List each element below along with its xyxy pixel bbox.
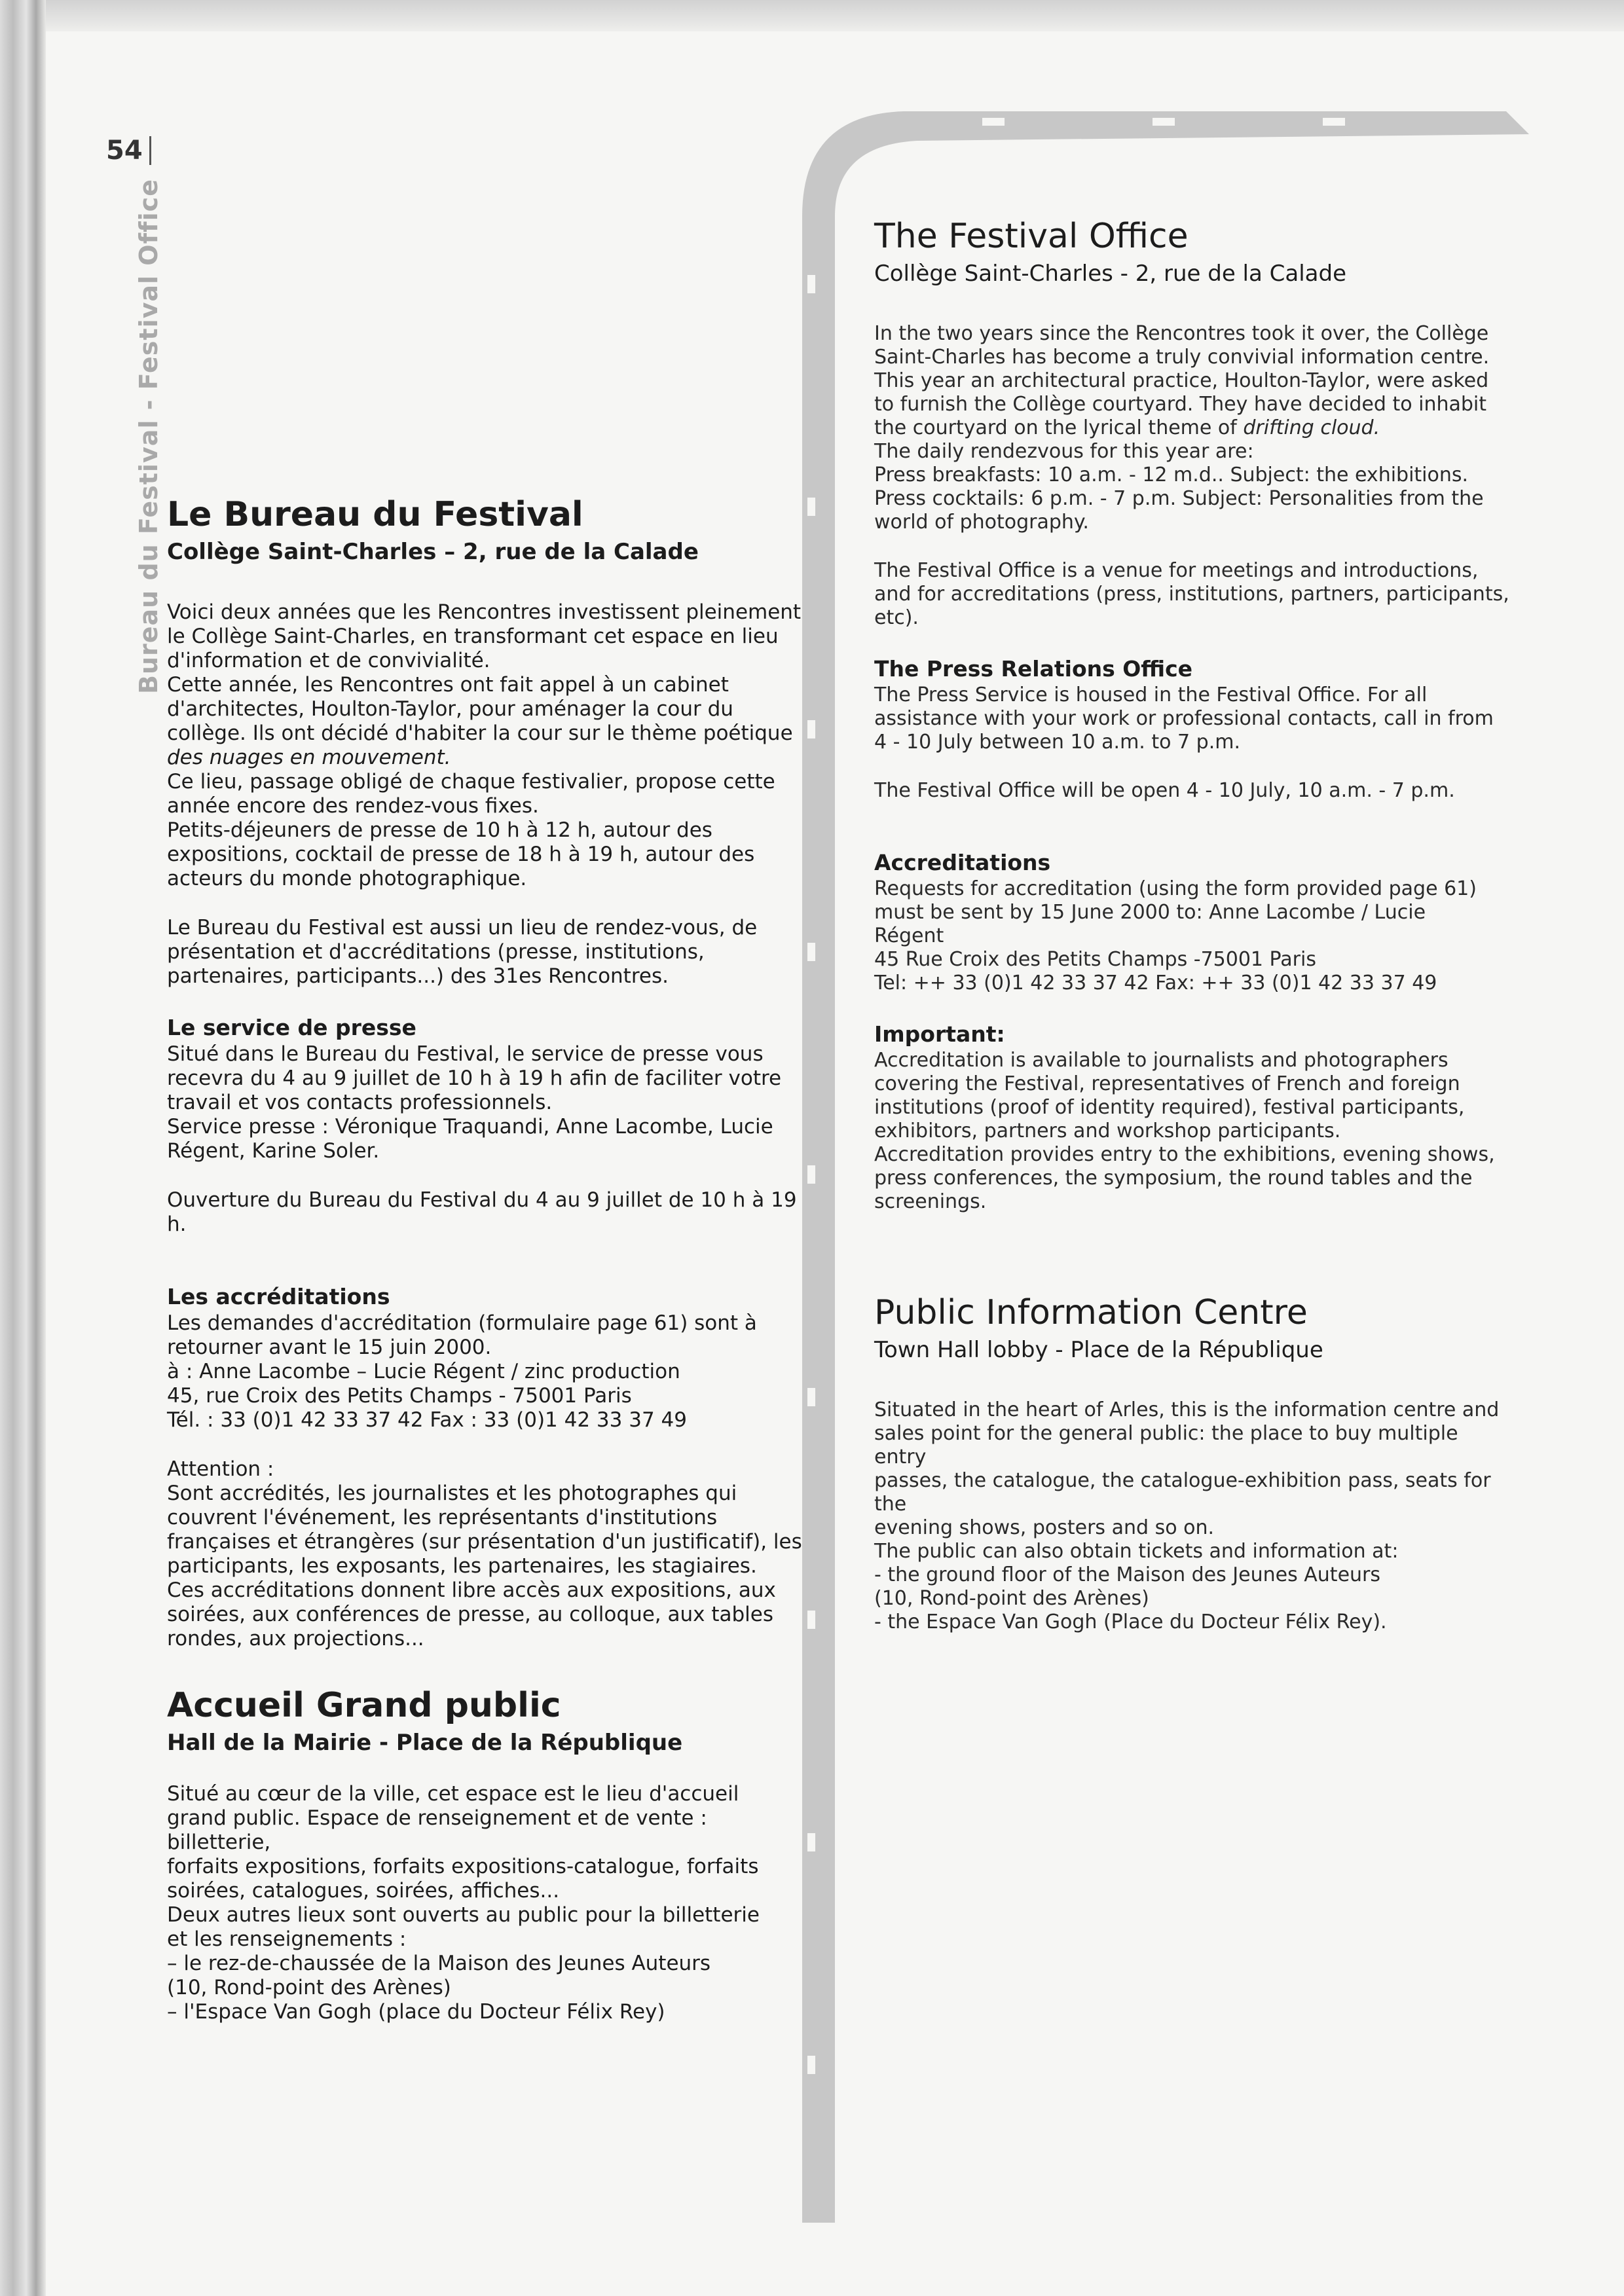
presse-title: Le service de presse: [167, 1015, 416, 1040]
attention-title: Attention :: [167, 1457, 274, 1481]
accueil-title: Accueil Grand public: [167, 1686, 561, 1725]
press-office-body: The Press Service is housed in the Festival Office. For all assistance with your work or professional contacts, call in from 4 - 10 July between 10 a.m. to 7 p.m.: [874, 683, 1494, 754]
public-info-subtitle: Town Hall lobby - Place de la République: [874, 1337, 1323, 1363]
press-office-title: The Press Relations Office: [874, 656, 1193, 682]
bureau-subtitle: Collège Saint-Charles – 2, rue de la Calade: [167, 539, 699, 565]
accreditations-title-fr: Les accréditations: [167, 1284, 390, 1309]
accreditations-body-fr: Les demandes d'accréditation (formulaire page 61) sont à retourner avant le 15 juin 2000. à : Anne Lacombe – Lucie Régent / zinc production 45, rue Croix des Petits Champs - 75001 Paris Tél. : 33 (0)1 42 33 37 42 Fax : 33 (0)1 42 33 37 49: [167, 1311, 757, 1432]
accueil-subtitle: Hall de la Mairie - Place de la République: [167, 1730, 683, 1756]
attention-body: Sont accrédités, les journalistes et les photographes qui couvrent l'événement, les représentants d'institutions françaises et étrangères (sur présentation d'un justificatif), les participants, les exposants, les partenaires, les stagiaires. Ces accréditations donnent libre accès aux expositions, aux soirées, aux conférences de presse, au colloque, aux tables rondes, aux projections...: [167, 1482, 802, 1650]
english-column: [874, 216, 1509, 1634]
public-info-body: Situated in the heart of Arles, this is the information centre and sales point for the general public: the place to buy multiple entry passes, the catalogue, the catalogue-exhibition pass, seats for the evening shows, posters and so on. The public can also obtain tickets and information at: - the ground floor of the Maison des Jeunes Auteurs (10, Rond-point des Arènes) - the Espace Van Gogh (Place du Docteur Félix Rey).: [874, 1398, 1500, 1633]
side-running-head-text: Bureau du Festival - Festival Office: [134, 179, 163, 694]
accueil-body: Situé au cœur de la ville, cet espace est le lieu d'accueil grand public. Espace de renseignement et de vente : billetterie, forfaits expositions, forfaits expositions-catalogue, forfaits soirées, catalogues, soirées, affiches... Deux autres lieux sont ouverts au public pour la billetterie et les renseignements : – le rez-de-chaussée de la Maison des Jeunes Auteurs (10, Rond-point des Arènes) – l'Espace Van Gogh (place du Docteur Félix Rey): [167, 1782, 760, 2024]
office-paragraph-1: In the two years since the Rencontres took it over, the Collège Saint-Charles has become a truly convivial information centre. This year an architectural practice, Houlton-Taylor, were asked to furnish the Collège courtyard. They have decided to inhabit the courtyard on the lyrical theme of drifting cloud. The daily rendezvous for this year are: Press breakfasts: 10 a.m. - 12 m.d.. Subject: the exhibitions. Press cocktails: 6 p.m. - 7 p.m. Subject: Personalities from the world of photography.: [874, 322, 1490, 534]
office-paragraph-2: The Festival Office is a venue for meetings and introductions, and for accreditations (press, institutions, partners, participants, etc).: [874, 559, 1509, 629]
important-body: Accreditation is available to journalists and photographers covering the Festival, representatives of French and foreign institutions (proof of identity required), festival participants, exhibitors, partners and workshop participants. Accreditation provides entry to the exhibitions, evening shows, press conferences, the symposium, the round tables and the screenings.: [874, 1049, 1495, 1213]
french-column: [167, 494, 809, 2024]
bureau-paragraph-1: Voici deux années que les Rencontres investissent pleinement le Collège Saint-Charles, en transformant cet espace en lieu d'information et de convivialité. Cette année, les Rencontres ont fait appel à un cabinet d'architectes, Houlton-Taylor, pour aménager la cour du collège. Ils ont décidé d'habiter la cour sur le thème poétique des nuages en mouvement. Ce lieu, passage obligé de chaque festivalier, propose cette année encore des rendez-vous fixes. Petits-déjeuners de presse de 10 h à 12 h, autour des expositions, cocktail de presse de 18 h à 19 h, autour des acteurs du monde photographique.: [167, 600, 802, 890]
accreditations-title-en: Accreditations: [874, 850, 1051, 875]
bureau-paragraph-2: Le Bureau du Festival est aussi un lieu de rendez-vous, de présentation et d'accréditations (presse, institutions, partenaires, participants...) des 31es Rencontres.: [167, 916, 758, 988]
page-number: 54: [106, 136, 151, 165]
important-title: Important:: [874, 1021, 1005, 1047]
office-title: The Festival Office: [874, 217, 1189, 256]
public-info-title: Public Information Centre: [874, 1293, 1308, 1332]
accreditations-body-en: Requests for accreditation (using the form provided page 61) must be sent by 15 June 2000 to: Anne Lacombe / Lucie Régent 45 Rue Croix des Petits Champs -75001 Paris Tel: ++ 33 (0)1 42 33 37 42 Fax: ++ 33 (0)1 42 33 37 49: [874, 877, 1477, 994]
presse-body: Situé dans le Bureau du Festival, le service de presse vous recevra du 4 au 9 juillet de 10 h à 19 h afin de faciliter votre travail et vos contacts professionnels. Service presse : Véronique Traquandi, Anne Lacombe, Lucie Régent, Karine Soler.: [167, 1042, 782, 1163]
bureau-title: Le Bureau du Festival: [167, 495, 583, 534]
press-office-opening: The Festival Office will be open 4 - 10 July, 10 a.m. - 7 p.m.: [874, 779, 1455, 802]
presse-opening: Ouverture du Bureau du Festival du 4 au 9 juillet de 10 h à 19 h.: [167, 1188, 797, 1236]
office-subtitle: Collège Saint-Charles - 2, rue de la Calade: [874, 261, 1346, 287]
